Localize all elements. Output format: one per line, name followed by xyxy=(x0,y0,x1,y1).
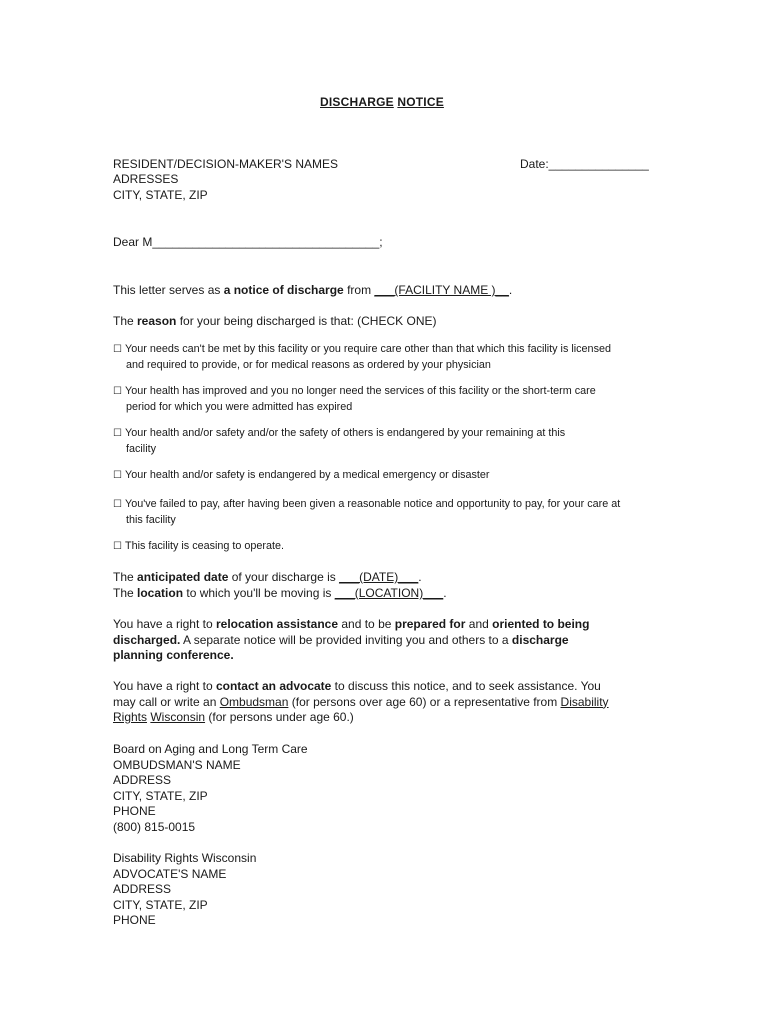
checkbox-icon[interactable]: ☐ xyxy=(113,344,122,355)
resident-names: RESIDENT/DECISION-MAKER'S NAMES xyxy=(113,157,338,171)
option-item: ☐ Your needs can't be met by this facility or you require care other than that which this facility is licensed and required to provide, or for medical reasons as ordered by your physician xyxy=(113,343,611,371)
checkbox-icon[interactable]: ☐ xyxy=(113,499,122,510)
notice-sentence: This letter serves as a notice of discharge from ___(FACILITY NAME )__. xyxy=(113,283,513,297)
page-title: DISCHARGE NOTICE xyxy=(320,95,444,109)
resident-addresses: ADRESSES xyxy=(113,172,179,186)
checkbox-icon[interactable]: ☐ xyxy=(113,386,122,397)
location-sentence: The location to which you'll be moving is ___(LOCATION)___. xyxy=(113,586,447,600)
salutation: Dear M__________________________________; xyxy=(113,235,383,249)
option-item: ☐ Your health and/or safety and/or the safety of others is endangered by your remaining at this facility xyxy=(113,427,566,455)
reason-sentence: The reason for your being discharged is that: (CHECK ONE) xyxy=(113,314,437,328)
relocation-paragraph: You have a right to relocation assistance and to be prepared for and oriented to being discharged. A separate notice will be provided inviting you and others to a discharge planning conference. xyxy=(113,617,590,662)
option-item: ☐ You've failed to pay, after having been given a reasonable notice and opportunity to pay, for your care at this facility xyxy=(113,498,621,526)
ombudsman-contact-block: Board on Aging and Long Term Care OMBUDSMAN'S NAME ADDRESS CITY, STATE, ZIP PHONE (800) 815-0015 xyxy=(113,742,308,834)
option-item: ☐ Your health and/or safety is endangered by a medical emergency or disaster xyxy=(113,468,490,484)
checkbox-icon[interactable]: ☐ xyxy=(113,470,122,481)
option-item: ☐ Your health has improved and you no longer need the services of this facility or the short-term care period for which you were admitted has expired xyxy=(113,385,596,413)
advocate-contact-block: Disability Rights Wisconsin ADVOCATE'S NAME ADDRESS CITY, STATE, ZIP PHONE xyxy=(113,851,257,927)
option-item: ☐ This facility is ceasing to operate. xyxy=(113,539,284,555)
checkbox-icon[interactable]: ☐ xyxy=(113,428,122,439)
anticipated-date-sentence: The anticipated date of your discharge is ___(DATE)___. xyxy=(113,570,422,584)
checkbox-icon[interactable]: ☐ xyxy=(113,541,122,552)
resident-city: CITY, STATE, ZIP xyxy=(113,188,208,202)
advocate-paragraph: You have a right to contact an advocate to discuss this notice, and to seek assistance. You may call or write an Ombudsman (for persons over age 60) or a representative from Disability Rights Wisconsin (for persons under age 60.) xyxy=(113,679,609,724)
date-field: Date:_______________ xyxy=(520,157,649,171)
